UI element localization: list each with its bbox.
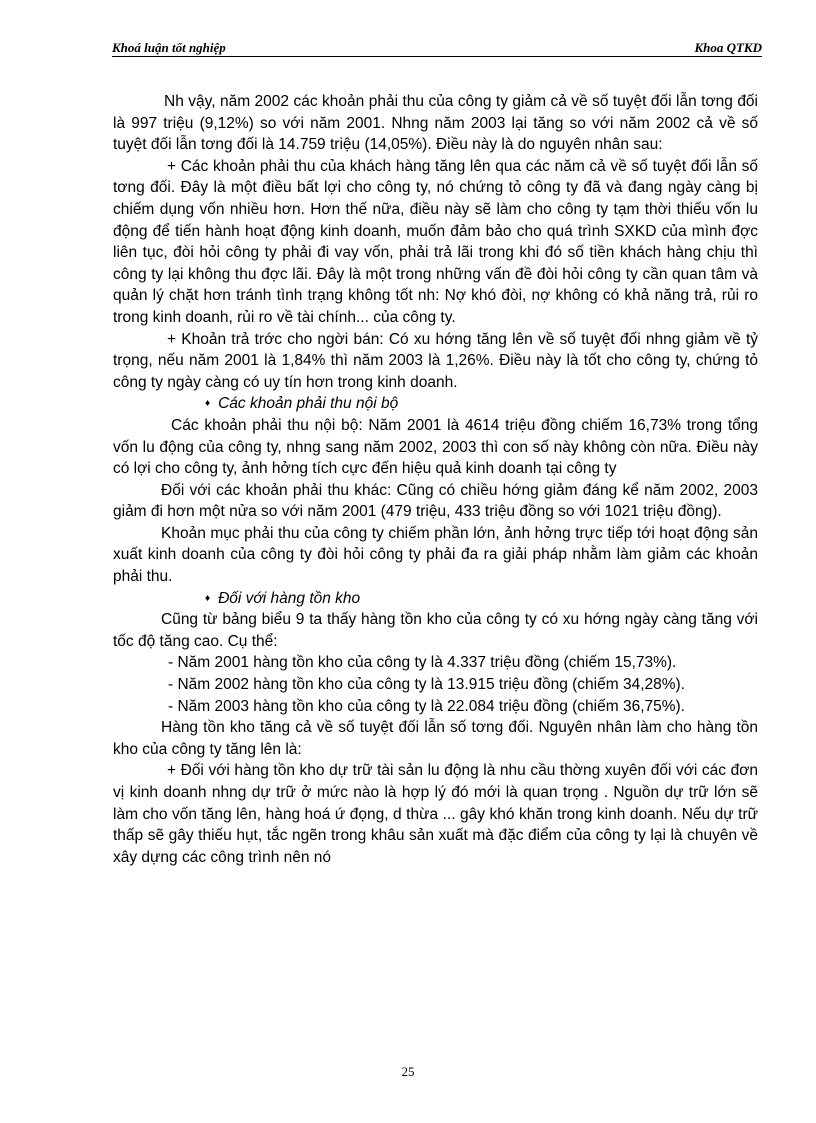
paragraph-inventory-reserve: + Đối với hàng tồn kho dự trữ tài sản lu động là nhu cầu thờng xuyên đối với các đơn vị kinh doanh nhng dự trữ ở mức nào là hợp lý đó mới là quan trọng . Nguồn dự trữ lớn sẽ làm cho vốn tăng lên, hàng hoá ứ đọng, d thừa ... gây khó khăn trong kinh doanh. Nếu dự trữ thấp sẽ gây thiếu hụt, tắc ngẽn trong khâu sản xuất mà đặc điểm của công ty lại là chuyên về xây dựng các công trình nên nó: [113, 762, 758, 866]
diamond-bullet-icon: ♦: [205, 398, 211, 410]
heading-text: Các khoản phải thu nội bộ: [218, 395, 399, 413]
section-heading-inventory: [113, 588, 758, 610]
list-item-2001: - Năm 2001 hàng tồn kho của công ty là 4.337 triệu đồng (chiếm 15,73%).: [168, 654, 677, 672]
paragraph-other-receivables: Đối với các khoản phải thu khác: Cũng có chiều hớng giảm đáng kể năm 2002, 2003 giảm đi hơn một nửa so với năm 2001 (479 triệu, 433 triệu đồng so với 1021 triệu đồng).: [113, 481, 758, 521]
page-number: 25: [401, 1064, 415, 1079]
document-body: [113, 91, 758, 868]
header-rule: [112, 56, 762, 57]
paragraph-inventory-cause: Hàng tồn kho tăng cả về số tuyệt đối lẫn số tơng đối. Nguyên nhân làm cho hàng tồn kho của công ty tăng lên là:: [113, 719, 758, 758]
section-heading-internal-receivables: [113, 393, 758, 415]
paragraph-customer-receivables: + Các khoản phải thu của khách hàng tăng lên qua các năm cả về số tuyệt đối lẫn số tơng đối. Đây là một điều bất lợi cho công ty, nó chứng tỏ công ty đã và đang ngày càng bị chiếm dụng vốn nhiều hơn. Hơn thế nữa, điều này sẽ làm cho công ty tạm thời thiếu vốn lu động để tiến hành hoạt động kinh doanh, muốn đảm bảo cho quá trình SXKD của mình đợc liên tục, đòi hỏi công ty phải đi vay vốn, phải trả lãi trong khi đó số tiền khách hàng chịu thì công ty lại không thu đợc lãi. Đây là một trong những vấn đề đòi hỏi công ty cần quan tâm và quản lý chặt hơn tránh tình trạng không tốt nh: Nợ khó đòi, nợ không có khả năng trả, rủi ro trong kinh doanh, rủi ro về tài chính... của công ty.: [113, 157, 758, 326]
paragraph-inventory-intro: Cũng từ bảng biểu 9 ta thấy hàng tồn kho của công ty có xu hớng ngày càng tăng với tốc độ tăng cao. Cụ thể:: [113, 611, 758, 650]
list-item-2002: - Năm 2002 hàng tồn kho của công ty là 13.915 triệu đồng (chiếm 34,28%).: [168, 676, 685, 694]
diamond-bullet-icon: ♦: [205, 592, 211, 604]
list-item-2003: - Năm 2003 hàng tồn kho của công ty là 22.084 triệu đồng (chiếm 36,75%).: [168, 697, 685, 715]
header-right-text: Khoa QTKD: [694, 40, 762, 55]
header-left-text: Khoá luận tốt nghiệp: [112, 40, 226, 55]
paragraph-prepayment: + Khoản trả trớc cho ngời bán: Có xu hớng tăng lên về số tuyệt đối nhng giảm về tỷ trọng, nếu năm 2001 là 1,84% thì năm 2003 là 1,26%. Điều này là tốt cho công ty, chứng tỏ công ty ngày càng có uy tín hơn trong kinh doanh.: [113, 330, 758, 391]
paragraph-internal-receivables: Các khoản phải thu nội bộ: Năm 2001 là 4614 triệu đồng chiếm 16,73% trong tổng vốn lu động của công ty, nhng sang năm 2002, 2003 thì con số này không còn nữa. Điều này có lợi cho công ty, ảnh hởng tích cực đến hiệu quả kinh doanh tại công ty: [113, 416, 758, 478]
paragraph-receivables-summary: Khoản mục phải thu của công ty chiếm phần lớn, ảnh hởng trực tiếp tới hoạt động sản xuất kinh doanh của công ty đòi hỏi công ty phải đa ra giải pháp nhằm làm giảm các khoản phải thu.: [113, 524, 758, 586]
heading-text: Đối với hàng tồn kho: [218, 589, 361, 607]
paragraph-intro: Nh vậy, năm 2002 các khoản phải thu của công ty giảm cả về số tuyệt đối lẫn tơng đối là 997 triệu (9,12%) so với năm 2001. Nhng năm 2003 lại tăng so với năm 2002 cả về số tuyệt đối lẫn tơng đối là 14.759 triệu (14,05%). Điều này là do nguyên nhân sau:: [113, 93, 758, 154]
page-header: [112, 40, 762, 60]
